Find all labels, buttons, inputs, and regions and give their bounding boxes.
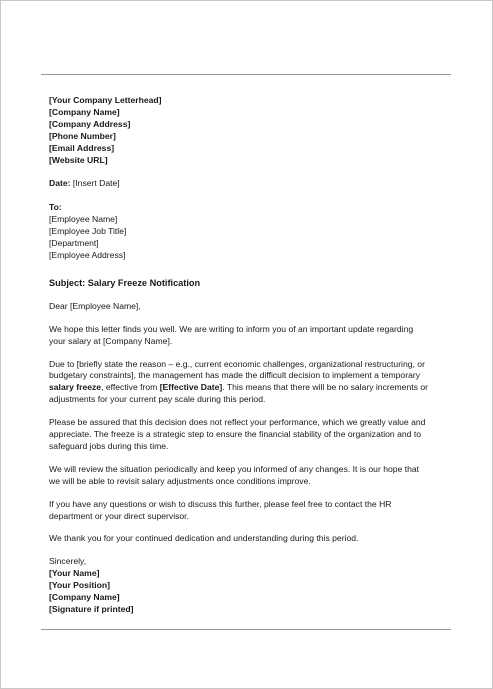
top-divider	[41, 74, 451, 75]
recipient-department: [Department]	[49, 238, 99, 249]
company-address: [Company Address]	[49, 118, 131, 129]
recipient-block	[49, 202, 449, 262]
effective-date-emphasis: [Effective Date]	[159, 382, 223, 393]
paragraph-3-line-2: appreciate. The freeze is a strategic step to ensure the financial stability of the organization and to	[49, 429, 421, 440]
recipient-name: [Employee Name]	[49, 214, 118, 225]
subject-line: Subject: Salary Freeze Notification	[49, 277, 201, 288]
closing-block	[49, 556, 449, 616]
paragraph-5-line-2: department or your direct supervisor.	[49, 510, 189, 521]
date-value: [Insert Date]	[72, 178, 120, 189]
paragraph-2	[49, 359, 449, 407]
paragraph-6-line-1: We thank you for your continued dedication and understanding during this period.	[49, 533, 359, 544]
email-address: [Email Address]	[49, 142, 115, 153]
salary-freeze-emphasis: salary freeze	[49, 382, 102, 393]
paragraph-4	[49, 464, 449, 488]
recipient-label: To:	[49, 202, 62, 213]
letter-content	[49, 95, 449, 616]
paragraph-2-line-1: Due to [briefly state the reason – e.g., current economic challenges, organizational restructuring, or	[49, 358, 425, 369]
sign-off: Sincerely,	[49, 556, 87, 567]
paragraph-5-line-1: If you have any questions or wish to discuss this further, please feel free to contact the HR	[49, 498, 392, 509]
signature-line: [Signature if printed]	[49, 604, 134, 614]
date-line	[49, 178, 449, 190]
paragraph-3-line-1: Please be assured that this decision does not reflect your performance, which we greatly value and	[49, 417, 426, 428]
sender-position: [Your Position]	[49, 580, 110, 591]
paragraph-4-line-1: We will review the situation periodically and keep you informed of any changes. It is our hope that	[49, 463, 420, 474]
paragraph-2-line-3-mid: , effective from	[101, 382, 160, 393]
paragraph-2-line-2: budgetary constraints], the management has made the difficult decision to implement a temporary	[49, 370, 421, 381]
paragraph-6	[49, 533, 449, 545]
paragraph-3-line-3: safeguard jobs during this time.	[49, 440, 169, 451]
paragraph-2-line-4: adjustments for your current pay scale during this period.	[49, 394, 266, 405]
company-name: [Company Name]	[49, 106, 120, 117]
paragraph-1	[49, 324, 449, 348]
company-letterhead: [Your Company Letterhead]	[49, 95, 162, 105]
paragraph-1-line-1: We hope this letter finds you well. We are writing to inform you of an important update regarding	[49, 323, 414, 334]
sender-company: [Company Name]	[49, 592, 120, 603]
letterhead-block	[49, 95, 449, 166]
paragraph-5	[49, 499, 449, 523]
bottom-divider	[41, 629, 451, 630]
paragraph-2-line-3	[49, 382, 449, 394]
paragraph-2-line-3-end: . This means that there will be no salary increments or	[222, 382, 428, 393]
paragraph-3	[49, 417, 449, 453]
paragraph-1-line-2: your salary at [Company Name].	[49, 335, 173, 346]
recipient-job-title: [Employee Job Title]	[49, 226, 127, 237]
date-label: Date:	[49, 178, 71, 189]
salutation: Dear [Employee Name],	[49, 300, 141, 311]
phone-number: [Phone Number]	[49, 130, 116, 141]
paragraph-4-line-2: we will be able to revisit salary adjustments once conditions improve.	[49, 475, 311, 486]
website-url: [Website URL]	[49, 154, 108, 165]
recipient-address: [Employee Address]	[49, 249, 126, 260]
sender-name: [Your Name]	[49, 568, 100, 579]
